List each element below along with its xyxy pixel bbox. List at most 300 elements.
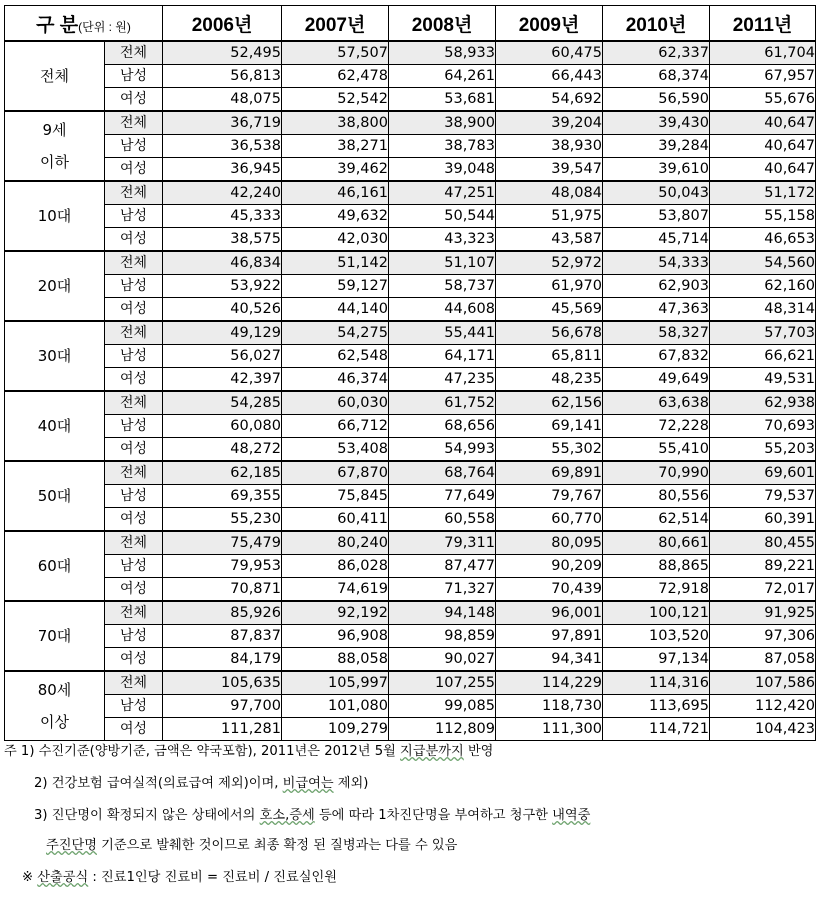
gender-label: 여성 [105, 718, 163, 741]
cost-value-cell: 96,001 [496, 601, 603, 625]
cost-value-cell: 58,933 [389, 41, 496, 65]
cost-value-cell: 80,661 [603, 531, 710, 555]
age-group-label [5, 531, 105, 601]
cost-value-cell: 62,903 [603, 275, 710, 298]
cost-value-cell: 55,158 [710, 205, 816, 228]
formula-label: 산출공식 [37, 870, 89, 885]
cost-value-cell: 114,316 [603, 671, 710, 695]
footnote-text: 기준으로 발췌한 것이므로 최종 확정 된 질병과는 다를 수 있음 [96, 838, 458, 853]
table-row [5, 718, 816, 741]
cost-value-cell: 39,462 [282, 158, 389, 182]
age-group-block [5, 41, 816, 111]
table-row [5, 158, 816, 182]
table-row [5, 438, 816, 462]
cost-value-cell: 99,085 [389, 695, 496, 718]
gender-label: 전체 [105, 181, 163, 205]
table-row [5, 648, 816, 672]
corner-label: 구 분 [36, 14, 79, 36]
cost-value-cell: 38,800 [282, 111, 389, 135]
header-row [5, 6, 816, 42]
cost-value-cell: 79,767 [496, 485, 603, 508]
cost-value-cell: 111,300 [496, 718, 603, 741]
cost-value-cell: 90,027 [389, 648, 496, 672]
cost-value-cell: 53,408 [282, 438, 389, 462]
formula-note [22, 870, 337, 886]
cost-value-cell: 89,221 [710, 555, 816, 578]
cost-value-cell: 62,337 [603, 41, 710, 65]
cost-value-cell: 38,900 [389, 111, 496, 135]
age-group-label-line: 10대 [37, 207, 72, 225]
cost-value-cell: 44,140 [282, 298, 389, 322]
cost-value-cell: 92,192 [282, 601, 389, 625]
age-group-label [5, 181, 105, 251]
cost-value-cell: 91,925 [710, 601, 816, 625]
table-row [5, 205, 816, 228]
cost-value-cell: 60,770 [496, 508, 603, 532]
reference-mark: ※ [22, 870, 38, 885]
cost-value-cell: 61,704 [710, 41, 816, 65]
cost-value-cell: 56,027 [163, 345, 282, 368]
cost-value-cell: 80,240 [282, 531, 389, 555]
age-group-label-line: 20대 [37, 277, 72, 295]
age-group-block [5, 531, 816, 601]
cost-value-cell: 60,080 [163, 415, 282, 438]
table-row [5, 601, 816, 625]
gender-label: 여성 [105, 298, 163, 322]
cost-value-cell: 61,752 [389, 391, 496, 415]
gender-label: 남성 [105, 485, 163, 508]
cost-value-cell: 55,676 [710, 88, 816, 112]
cost-value-cell: 96,908 [282, 625, 389, 648]
cost-value-cell: 54,692 [496, 88, 603, 112]
footnote-text: 지급분까지 [400, 744, 464, 759]
cost-value-cell: 46,374 [282, 368, 389, 392]
cost-value-cell: 87,837 [163, 625, 282, 648]
table-row [5, 65, 816, 88]
cost-value-cell: 58,327 [603, 321, 710, 345]
cost-value-cell: 62,938 [710, 391, 816, 415]
cost-value-cell: 68,656 [389, 415, 496, 438]
cost-value-cell: 38,930 [496, 135, 603, 158]
age-group-label [5, 601, 105, 671]
gender-label: 남성 [105, 345, 163, 368]
cost-value-cell: 69,601 [710, 461, 816, 485]
cost-value-cell: 55,230 [163, 508, 282, 532]
cost-value-cell: 71,327 [389, 578, 496, 602]
age-group-block [5, 461, 816, 531]
age-group-label [5, 251, 105, 321]
age-group-label [5, 391, 105, 461]
cost-value-cell: 39,284 [603, 135, 710, 158]
footnote-text: 제외) [333, 776, 369, 791]
table-row [5, 135, 816, 158]
cost-value-cell: 118,730 [496, 695, 603, 718]
cost-value-cell: 55,410 [603, 438, 710, 462]
cost-value-cell: 88,865 [603, 555, 710, 578]
cost-value-cell: 105,635 [163, 671, 282, 695]
age-group-label-line: 50대 [37, 487, 72, 505]
cost-value-cell: 36,538 [163, 135, 282, 158]
cost-value-cell: 60,558 [389, 508, 496, 532]
cost-value-cell: 63,638 [603, 391, 710, 415]
gender-label: 남성 [105, 415, 163, 438]
cost-value-cell: 69,891 [496, 461, 603, 485]
cost-value-cell: 52,972 [496, 251, 603, 275]
cost-value-cell: 47,235 [389, 368, 496, 392]
cost-value-cell: 87,058 [710, 648, 816, 672]
footnote-1 [4, 744, 493, 760]
cost-value-cell: 38,783 [389, 135, 496, 158]
formula-text: : 진료1인당 진료비 = 진료비 / 진료실인원 [88, 870, 337, 885]
gender-label: 남성 [105, 205, 163, 228]
gender-label: 여성 [105, 438, 163, 462]
cost-value-cell: 67,832 [603, 345, 710, 368]
cost-value-cell: 60,030 [282, 391, 389, 415]
cost-value-cell: 67,870 [282, 461, 389, 485]
gender-label: 전체 [105, 531, 163, 555]
cost-value-cell: 94,341 [496, 648, 603, 672]
footnote-text: 주 1) 수진기준(양방기준, 금액은 약국포함), 2011년은 2012년 5월 [4, 744, 401, 759]
cost-value-cell: 40,647 [710, 135, 816, 158]
age-group-label-line: 40대 [37, 417, 72, 435]
footnote-text: 반영 [463, 744, 494, 759]
cost-value-cell: 60,475 [496, 41, 603, 65]
table-row [5, 391, 816, 415]
cost-value-cell: 50,544 [389, 205, 496, 228]
footnote-text: 등에 따라 1차진단명을 부여하고 청구한 [314, 808, 553, 823]
cost-value-cell: 52,495 [163, 41, 282, 65]
cost-value-cell: 49,649 [603, 368, 710, 392]
cost-value-cell: 61,970 [496, 275, 603, 298]
cost-value-cell: 112,420 [710, 695, 816, 718]
table-row [5, 181, 816, 205]
cost-value-cell: 51,172 [710, 181, 816, 205]
cost-value-cell: 72,017 [710, 578, 816, 602]
cost-value-cell: 55,302 [496, 438, 603, 462]
cost-value-cell: 57,703 [710, 321, 816, 345]
cost-value-cell: 51,975 [496, 205, 603, 228]
cost-value-cell: 70,871 [163, 578, 282, 602]
cost-value-cell: 62,160 [710, 275, 816, 298]
cost-value-cell: 112,809 [389, 718, 496, 741]
cost-value-cell: 66,712 [282, 415, 389, 438]
table-row [5, 275, 816, 298]
gender-label: 전체 [105, 461, 163, 485]
cost-value-cell: 62,548 [282, 345, 389, 368]
footnote-text: 주진단명 [46, 838, 97, 853]
cost-value-cell: 46,834 [163, 251, 282, 275]
cost-value-cell: 48,084 [496, 181, 603, 205]
age-group-label-line: 30대 [37, 347, 72, 365]
cost-value-cell: 72,918 [603, 578, 710, 602]
table-row [5, 578, 816, 602]
cost-value-cell: 36,945 [163, 158, 282, 182]
cost-value-cell: 40,647 [710, 158, 816, 182]
cost-value-cell: 51,107 [389, 251, 496, 275]
cost-value-cell: 70,439 [496, 578, 603, 602]
cost-value-cell: 38,575 [163, 228, 282, 252]
cost-value-cell: 49,129 [163, 321, 282, 345]
cost-value-cell: 66,443 [496, 65, 603, 88]
gender-label: 전체 [105, 321, 163, 345]
cost-value-cell: 97,306 [710, 625, 816, 648]
footnote-text: 2) 건강보험 급여실적(의료급여 제외)이며, [34, 776, 283, 791]
cost-value-cell: 64,171 [389, 345, 496, 368]
cost-value-cell: 79,953 [163, 555, 282, 578]
cost-value-cell: 77,649 [389, 485, 496, 508]
cost-value-cell: 80,556 [603, 485, 710, 508]
year-header: 2007년 [282, 6, 389, 42]
statistics-table-container [4, 5, 815, 741]
cost-value-cell: 62,156 [496, 391, 603, 415]
gender-label: 여성 [105, 228, 163, 252]
cost-value-cell: 55,441 [389, 321, 496, 345]
gender-label: 남성 [105, 625, 163, 648]
cost-value-cell: 114,721 [603, 718, 710, 741]
table-row [5, 415, 816, 438]
cost-value-cell: 46,161 [282, 181, 389, 205]
year-header: 2010년 [603, 6, 710, 42]
cost-value-cell: 49,632 [282, 205, 389, 228]
cost-value-cell: 79,537 [710, 485, 816, 508]
year-header: 2009년 [496, 6, 603, 42]
age-group-label-line: 9세 [42, 121, 67, 139]
gender-label: 여성 [105, 368, 163, 392]
cost-value-cell: 59,127 [282, 275, 389, 298]
cost-value-cell: 101,080 [282, 695, 389, 718]
cost-value-cell: 97,891 [496, 625, 603, 648]
cost-value-cell: 90,209 [496, 555, 603, 578]
cost-value-cell: 98,859 [389, 625, 496, 648]
cost-value-cell: 53,922 [163, 275, 282, 298]
cost-value-cell: 54,993 [389, 438, 496, 462]
cost-value-cell: 56,590 [603, 88, 710, 112]
cost-value-cell: 97,134 [603, 648, 710, 672]
cost-value-cell: 42,030 [282, 228, 389, 252]
table-row [5, 695, 816, 718]
age-group-label [5, 41, 105, 111]
age-group-label-line: 70대 [37, 627, 72, 645]
year-header: 2006년 [163, 6, 282, 42]
table-row [5, 111, 816, 135]
age-group-block [5, 671, 816, 741]
cost-value-cell: 62,478 [282, 65, 389, 88]
cost-value-cell: 40,647 [710, 111, 816, 135]
age-group-block [5, 111, 816, 181]
medical-cost-per-patient-table [4, 5, 816, 741]
gender-label: 여성 [105, 648, 163, 672]
cost-value-cell: 39,547 [496, 158, 603, 182]
cost-value-cell: 105,997 [282, 671, 389, 695]
cost-value-cell: 107,255 [389, 671, 496, 695]
cost-value-cell: 87,477 [389, 555, 496, 578]
gender-label: 여성 [105, 578, 163, 602]
table-row [5, 251, 816, 275]
cost-value-cell: 69,141 [496, 415, 603, 438]
cost-value-cell: 60,411 [282, 508, 389, 532]
cost-value-cell: 111,281 [163, 718, 282, 741]
gender-label: 남성 [105, 555, 163, 578]
table-row [5, 485, 816, 508]
table-row [5, 555, 816, 578]
cost-value-cell: 54,275 [282, 321, 389, 345]
gender-label: 전체 [105, 671, 163, 695]
cost-value-cell: 48,314 [710, 298, 816, 322]
footnote-text: 3) 진단명이 확정되지 않은 상태에서의 [34, 808, 260, 823]
age-group-block [5, 181, 816, 251]
unit-label: (단위 : 원) [78, 19, 131, 34]
cost-value-cell: 52,542 [282, 88, 389, 112]
cost-value-cell: 114,229 [496, 671, 603, 695]
table-row [5, 88, 816, 112]
cost-value-cell: 54,333 [603, 251, 710, 275]
footnote-text: 비급여는 [282, 776, 334, 791]
cost-value-cell: 49,531 [710, 368, 816, 392]
cost-value-cell: 100,121 [603, 601, 710, 625]
cost-value-cell: 57,507 [282, 41, 389, 65]
age-group-block [5, 601, 816, 671]
cost-value-cell: 69,355 [163, 485, 282, 508]
cost-value-cell: 107,586 [710, 671, 816, 695]
table-row [5, 461, 816, 485]
cost-value-cell: 56,813 [163, 65, 282, 88]
cost-value-cell: 97,700 [163, 695, 282, 718]
cost-value-cell: 51,142 [282, 251, 389, 275]
cost-value-cell: 39,610 [603, 158, 710, 182]
cost-value-cell: 42,240 [163, 181, 282, 205]
gender-label: 여성 [105, 508, 163, 532]
gender-label: 전체 [105, 601, 163, 625]
age-group-block [5, 391, 816, 461]
cost-value-cell: 43,587 [496, 228, 603, 252]
cost-value-cell: 62,514 [603, 508, 710, 532]
cost-value-cell: 39,048 [389, 158, 496, 182]
gender-label: 남성 [105, 135, 163, 158]
cost-value-cell: 39,430 [603, 111, 710, 135]
table-row [5, 508, 816, 532]
cost-value-cell: 45,714 [603, 228, 710, 252]
cost-value-cell: 48,075 [163, 88, 282, 112]
cost-value-cell: 39,204 [496, 111, 603, 135]
cost-value-cell: 64,261 [389, 65, 496, 88]
table-row [5, 531, 816, 555]
cost-value-cell: 80,455 [710, 531, 816, 555]
footnote-text: 호소,증세 [259, 808, 315, 823]
age-group-block [5, 321, 816, 391]
table-row [5, 321, 816, 345]
age-group-label-line: 전체 [40, 67, 69, 85]
cost-value-cell: 46,653 [710, 228, 816, 252]
cost-value-cell: 88,058 [282, 648, 389, 672]
cost-value-cell: 94,148 [389, 601, 496, 625]
footnote-2 [34, 776, 368, 792]
cost-value-cell: 74,619 [282, 578, 389, 602]
age-group-label [5, 671, 105, 741]
gender-label: 남성 [105, 275, 163, 298]
cost-value-cell: 47,251 [389, 181, 496, 205]
cost-value-cell: 60,391 [710, 508, 816, 532]
age-group-label-line: 이상 [40, 713, 69, 731]
gender-label: 전체 [105, 251, 163, 275]
cost-value-cell: 103,520 [603, 625, 710, 648]
age-group-block [5, 251, 816, 321]
cost-value-cell: 66,621 [710, 345, 816, 368]
gender-label: 여성 [105, 158, 163, 182]
table-row [5, 368, 816, 392]
cost-value-cell: 58,737 [389, 275, 496, 298]
cost-value-cell: 54,285 [163, 391, 282, 415]
gender-label: 전체 [105, 111, 163, 135]
corner-header [5, 6, 163, 42]
age-group-label-line: 이하 [40, 153, 69, 171]
cost-value-cell: 109,279 [282, 718, 389, 741]
gender-label: 남성 [105, 65, 163, 88]
footnote-3-continued [46, 838, 457, 854]
footnote-text: 내역중 [552, 808, 591, 823]
cost-value-cell: 70,693 [710, 415, 816, 438]
cost-value-cell: 72,228 [603, 415, 710, 438]
table-row [5, 41, 816, 65]
cost-value-cell: 86,028 [282, 555, 389, 578]
age-group-label [5, 111, 105, 181]
cost-value-cell: 36,719 [163, 111, 282, 135]
cost-value-cell: 47,363 [603, 298, 710, 322]
gender-label: 남성 [105, 695, 163, 718]
cost-value-cell: 38,271 [282, 135, 389, 158]
cost-value-cell: 50,043 [603, 181, 710, 205]
age-group-label-line: 60대 [37, 557, 72, 575]
age-group-label-line: 80세 [37, 681, 72, 699]
cost-value-cell: 80,095 [496, 531, 603, 555]
cost-value-cell: 54,560 [710, 251, 816, 275]
cost-value-cell: 104,423 [710, 718, 816, 741]
table-row [5, 671, 816, 695]
gender-label: 전체 [105, 391, 163, 415]
cost-value-cell: 56,678 [496, 321, 603, 345]
cost-value-cell: 48,235 [496, 368, 603, 392]
cost-value-cell: 65,811 [496, 345, 603, 368]
cost-value-cell: 44,608 [389, 298, 496, 322]
cost-value-cell: 67,957 [710, 65, 816, 88]
footnote-3 [34, 808, 590, 824]
age-group-label [5, 461, 105, 531]
cost-value-cell: 45,333 [163, 205, 282, 228]
cost-value-cell: 75,479 [163, 531, 282, 555]
cost-value-cell: 40,526 [163, 298, 282, 322]
cost-value-cell: 62,185 [163, 461, 282, 485]
year-header: 2008년 [389, 6, 496, 42]
cost-value-cell: 55,203 [710, 438, 816, 462]
table-row [5, 345, 816, 368]
cost-value-cell: 42,397 [163, 368, 282, 392]
cost-value-cell: 70,990 [603, 461, 710, 485]
table-row [5, 228, 816, 252]
table-row [5, 298, 816, 322]
year-header: 2011년 [710, 6, 816, 42]
cost-value-cell: 84,179 [163, 648, 282, 672]
cost-value-cell: 53,807 [603, 205, 710, 228]
cost-value-cell: 45,569 [496, 298, 603, 322]
table-row [5, 625, 816, 648]
cost-value-cell: 48,272 [163, 438, 282, 462]
cost-value-cell: 68,374 [603, 65, 710, 88]
gender-label: 전체 [105, 41, 163, 65]
cost-value-cell: 68,764 [389, 461, 496, 485]
cost-value-cell: 113,695 [603, 695, 710, 718]
cost-value-cell: 53,681 [389, 88, 496, 112]
gender-label: 여성 [105, 88, 163, 112]
cost-value-cell: 75,845 [282, 485, 389, 508]
